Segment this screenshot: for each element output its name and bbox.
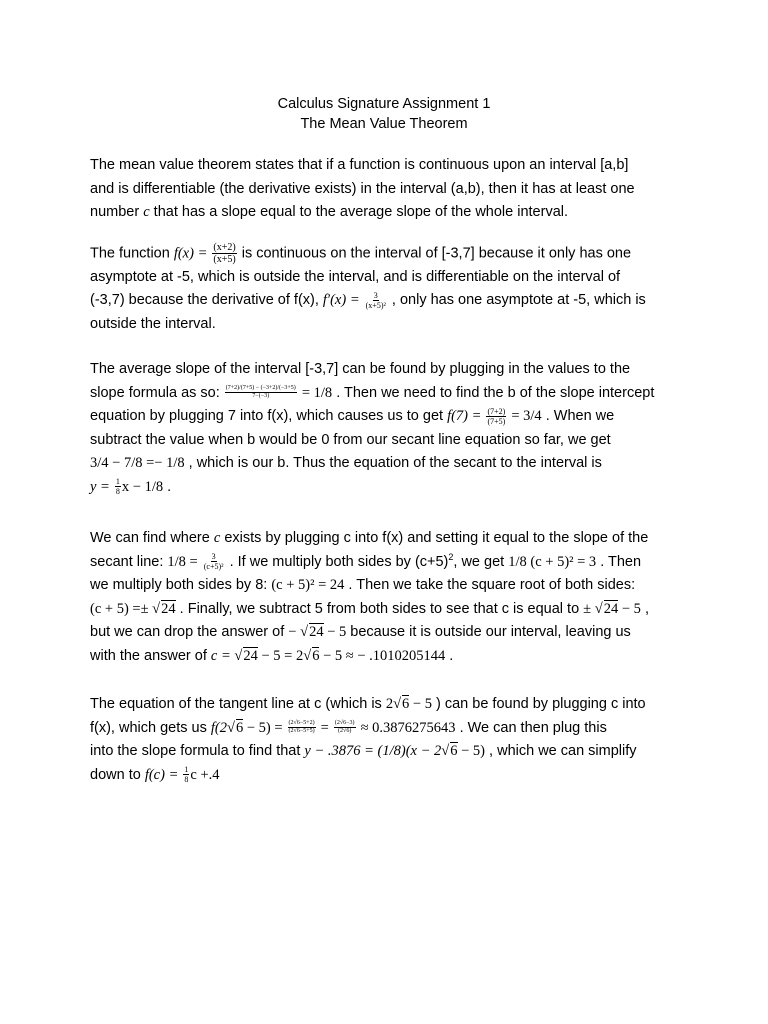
text-line: into the slope formula to find that y − .3876 = (1/8)(x − 2√6 − 5) , which we can simplify: [90, 743, 637, 759]
paragraph-continuity: [90, 242, 690, 336]
fraction-fx: $\frac{(x+2)}{(x+5)}$: [213, 242, 236, 265]
text-line: 3/4 − 7/8 =− 1/8 , which is our b. Thus the equation of the secant to the interval is: [90, 455, 602, 471]
text-line: secant line: 1/8 = $\frac{3}{\text{(c+5)²}}$ . If we multiply both sides by $(c+5)^2$, we get 1/8 (c + 5)² = 3 . Then: [90, 551, 642, 572]
paragraph-average-slope: [90, 358, 690, 499]
text-line: we multiply both sides by 8: (c + 5)² = 24 . Then we take the square root of both sides:: [90, 577, 636, 593]
text-line: with the answer of c = √24 − 5 = 2√6 − 5 ≈ − .1010205144 .: [90, 647, 454, 664]
fraction-fprime: $\frac{3}{\text{(x+5)²}}$: [365, 291, 386, 310]
title-line-2: The Mean Value Theorem: [300, 116, 468, 132]
text-line: but we can drop the answer of − √24 − 5 because it is outside our interval, leaving us: [90, 624, 631, 640]
math-fx: f(x) =: [173, 245, 208, 262]
paragraph-tangent-line: [90, 693, 690, 787]
text-line: (c + 5) =± √24 . Finally, we subtract 5 from both sides to see that c is equal to ± √24 − 5 ,: [90, 600, 649, 617]
fraction-one-eighth: $\frac{1}{8}$: [115, 477, 120, 497]
text-line: The equation of the tangent line at c (which is 2√6 − 5 ) can be found by plugging c into: [90, 696, 646, 712]
text-line: asymptote at -5, which is outside the interval, and is differentiable on the interval of: [90, 268, 621, 285]
fraction-f-of-c-1: $\frac{(2√6-5+2)}{(2√6-5+5)}$: [288, 720, 315, 735]
text-line: We can find where c exists by plugging c into f(x) and setting it equal to the slope of the: [90, 530, 649, 546]
fraction-f7: $\frac{(7+2)}{(7+5)}$: [487, 406, 506, 426]
text-line: f(x), which gets us f(2√6 − 5) = $\frac{(2√6-5+2)}{(2√6-5+5)}$ = $\frac{(2√6-3)}{(2√6)}$ ≈ 0.3876275643 . We can then plug this: [90, 719, 607, 736]
fraction-final: $\frac{1}{8}$: [184, 765, 189, 785]
fraction-eq1: $\frac{3}{\text{(c+5)²}}$: [203, 552, 224, 572]
text-line: down to f(c) = $\frac{1}{8}$ c +.4: [90, 765, 220, 785]
title-line-1: Calculus Signature Assignment 1: [277, 96, 491, 112]
text-line: number c that has a slope equal to the average slope of the whole interval.: [90, 204, 569, 220]
text-line: The function f(x) = $\frac{(x+2)}{(x+5)}$ is continuous on the interval of [-3,7] because it only has one: [90, 242, 632, 265]
text-line: subtract the value when b would be 0 from our secant line equation so far, we get: [90, 431, 611, 448]
text-line: (-3,7) because the derivative of f(x), f′(x) = $\frac{3}{\text{(x+5)²}}$ , only has one asymptote at -5, which is: [90, 291, 646, 310]
text-line: The average slope of the interval [-3,7] can be found by plugging in the values to the: [90, 361, 631, 377]
math-fprime: f′(x) =: [322, 292, 360, 309]
fraction-slope-formula: $\frac{(7+2)/(7+5) - (-3+2)/(-3+5)}{7-(-3)}$: [225, 385, 296, 400]
text-line: The mean value theorem states that if a function is continuous upon an interval [a,b]: [90, 157, 629, 173]
paragraph-find-c: [90, 527, 690, 668]
paragraph-definition: [90, 154, 690, 225]
text-line: outside the interval.: [90, 315, 216, 332]
text-line: slope formula as so: $\frac{(7+2)/(7+5) - (-3+2)/(-3+5)}{7-(-3)}$ = 1/8 . Then we need to find the b of the slope intercept: [90, 384, 655, 401]
text-line: y = $\frac{1}{8}$ x − 1/8 .: [90, 477, 172, 497]
text-line: and is differentiable (the derivative exists) in the interval (a,b), then it has at least one: [90, 180, 635, 197]
fraction-f-of-c-2: $\frac{(2√6-3)}{(2√6)}$: [334, 720, 355, 735]
text-line: equation by plugging 7 into f(x), which causes us to get f(7) = $\frac{(7+2)}{(7+5)}$ = 3/4 . When we: [90, 406, 615, 426]
